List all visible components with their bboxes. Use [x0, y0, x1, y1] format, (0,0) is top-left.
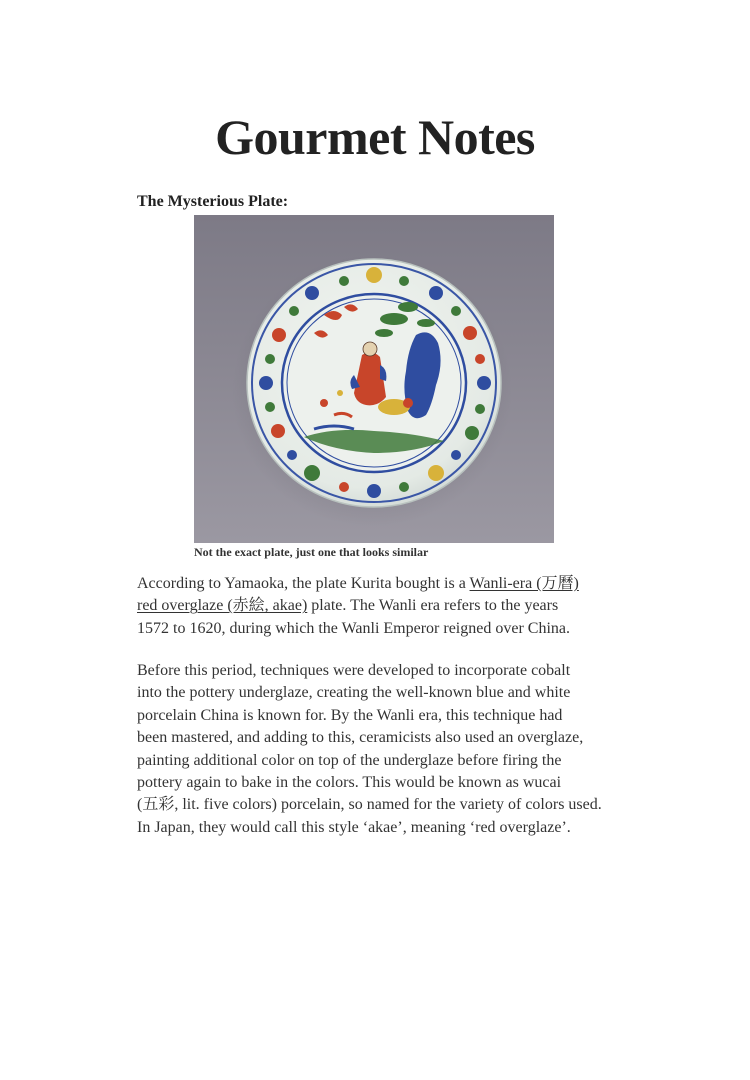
paragraph-line: [137, 595, 657, 617]
paragraph-line: pottery again to bake in the colors. This would be known as wucai: [137, 774, 562, 792]
figure-caption: Not the exact plate, just one that looks similar: [194, 545, 429, 559]
red-overglaze-link[interactable]: red overglaze (赤絵, akae): [137, 597, 308, 615]
paragraph-line: [137, 573, 657, 595]
plate-photo: [194, 215, 554, 543]
porcelain-plate-illustration: [194, 215, 554, 543]
paragraph-line: Before this period, techniques were developed to incorporate cobalt: [137, 662, 571, 679]
paragraph-line: 1572 to 1620, during which the Wanli Emperor reigned over China.: [137, 619, 570, 637]
paragraph-line: (五彩, lit. five colors) porcelain, so named for the variety of colors used.: [137, 796, 602, 814]
text-span: According to Yamaoka, the plate Kurita bought is a: [137, 575, 470, 592]
page-title: Gourmet Notes: [215, 109, 535, 165]
paragraph-wanli-era: [137, 573, 657, 640]
paragraph-line: been mastered, and adding to this, ceramicists also used an overglaze,: [137, 729, 584, 747]
paragraph-line: painting additional color on top of the underglaze before firing the: [137, 751, 562, 769]
paragraph-line: into the pottery underglaze, creating the well-known blue and white: [137, 684, 571, 702]
paragraph-wucai: [137, 660, 657, 839]
paragraph-line: porcelain China is known for. By the Wanli era, this technique had: [137, 706, 563, 724]
paragraph-line: In Japan, they would call this style ‘akae’, meaning ‘red overglaze’.: [137, 818, 571, 836]
section-heading: The Mysterious Plate:: [137, 193, 289, 210]
text-span: plate. The Wanli era refers to the years: [307, 597, 559, 615]
wanli-era-link[interactable]: Wanli-era (万曆): [469, 575, 579, 592]
